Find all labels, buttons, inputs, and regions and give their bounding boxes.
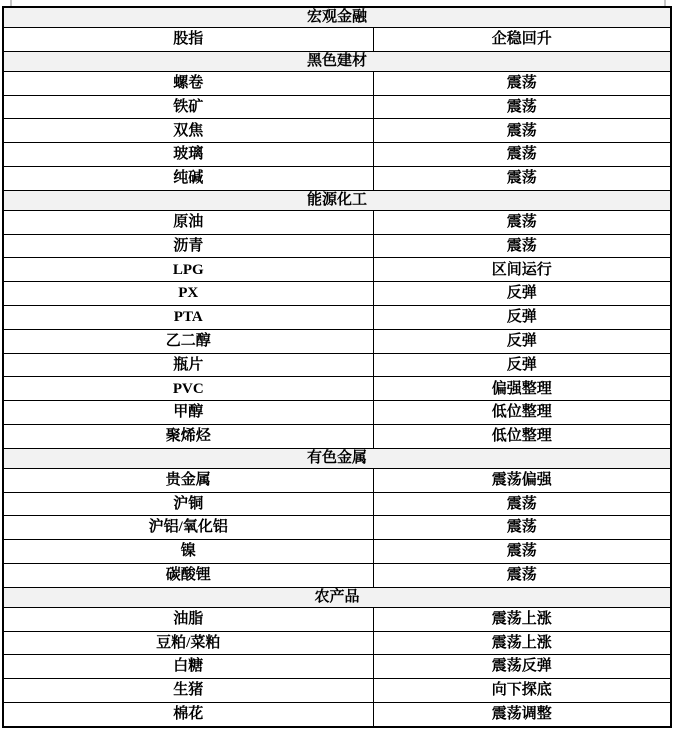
commodity-name-cell: 玻璃 — [3, 143, 373, 167]
section-header-cell: 宏观金融 — [3, 7, 671, 28]
commodity-name-cell: 纯碱 — [3, 166, 373, 190]
table-row — [3, 492, 671, 516]
commodity-name-cell: 原油 — [3, 210, 373, 234]
table-row — [3, 305, 671, 329]
table-row — [3, 540, 671, 564]
table-row — [3, 329, 671, 353]
outlook-cell: 震荡 — [373, 119, 671, 143]
market-outlook-table-body — [3, 7, 671, 727]
outlook-cell: 震荡 — [373, 516, 671, 540]
outlook-cell: 震荡 — [373, 143, 671, 167]
commodity-name-cell: 沪铜 — [3, 492, 373, 516]
table-row — [3, 702, 671, 726]
commodity-name-cell: 棉花 — [3, 702, 373, 726]
section-header-cell: 有色金属 — [3, 448, 671, 468]
section-header-row — [3, 7, 671, 28]
commodity-name-cell: LPG — [3, 258, 373, 282]
table-row — [3, 28, 671, 52]
commodity-name-cell: 甲醇 — [3, 401, 373, 425]
commodity-name-cell: 股指 — [3, 28, 373, 52]
section-header-cell: 能源化工 — [3, 190, 671, 210]
outlook-cell: 震荡 — [373, 234, 671, 258]
outlook-cell: 反弹 — [373, 329, 671, 353]
outlook-cell: 震荡 — [373, 210, 671, 234]
commodity-name-cell: 油脂 — [3, 607, 373, 631]
table-row — [3, 166, 671, 190]
section-header-cell: 农产品 — [3, 587, 671, 607]
commodity-name-cell: 沥青 — [3, 234, 373, 258]
outlook-cell: 反弹 — [373, 282, 671, 306]
outlook-cell: 震荡反弹 — [373, 655, 671, 679]
outlook-cell: 震荡上涨 — [373, 631, 671, 655]
outlook-cell: 震荡上涨 — [373, 607, 671, 631]
outlook-cell: 震荡 — [373, 492, 671, 516]
table-row — [3, 607, 671, 631]
table-row — [3, 258, 671, 282]
table-row — [3, 282, 671, 306]
outlook-cell: 低位整理 — [373, 424, 671, 448]
section-header-row — [3, 190, 671, 210]
market-outlook-table — [2, 6, 672, 728]
table-row — [3, 401, 671, 425]
outlook-cell: 震荡调整 — [373, 702, 671, 726]
commodity-name-cell: 生猪 — [3, 679, 373, 703]
table-row — [3, 516, 671, 540]
table-row — [3, 353, 671, 377]
section-header-row — [3, 587, 671, 607]
table-row — [3, 95, 671, 119]
commodity-name-cell: 镍 — [3, 540, 373, 564]
commodity-name-cell: PTA — [3, 305, 373, 329]
table-row — [3, 563, 671, 587]
outlook-cell: 反弹 — [373, 353, 671, 377]
commodity-name-cell: 铁矿 — [3, 95, 373, 119]
outlook-cell: 偏强整理 — [373, 377, 671, 401]
commodity-name-cell: PX — [3, 282, 373, 306]
outlook-cell: 震荡 — [373, 563, 671, 587]
table-row — [3, 119, 671, 143]
table-row — [3, 424, 671, 448]
outlook-cell: 反弹 — [373, 305, 671, 329]
table-row — [3, 679, 671, 703]
outlook-cell: 企稳回升 — [373, 28, 671, 52]
commodity-name-cell: 贵金属 — [3, 468, 373, 492]
outlook-cell: 震荡偏强 — [373, 468, 671, 492]
commodity-name-cell: 豆粕/菜粕 — [3, 631, 373, 655]
table-row — [3, 468, 671, 492]
commodity-name-cell: 聚烯烃 — [3, 424, 373, 448]
commodity-name-cell: 碳酸锂 — [3, 563, 373, 587]
table-row — [3, 631, 671, 655]
market-outlook-table-container — [2, 6, 672, 728]
table-row — [3, 377, 671, 401]
outlook-cell: 震荡 — [373, 166, 671, 190]
outlook-cell: 低位整理 — [373, 401, 671, 425]
outlook-cell: 震荡 — [373, 540, 671, 564]
commodity-name-cell: 双焦 — [3, 119, 373, 143]
commodity-name-cell: 螺卷 — [3, 71, 373, 95]
outlook-cell: 震荡 — [373, 71, 671, 95]
table-row — [3, 655, 671, 679]
section-header-row — [3, 51, 671, 71]
commodity-name-cell: 瓶片 — [3, 353, 373, 377]
commodity-name-cell: 乙二醇 — [3, 329, 373, 353]
outlook-cell: 震荡 — [373, 95, 671, 119]
commodity-name-cell: 沪铝/氧化铝 — [3, 516, 373, 540]
table-row — [3, 71, 671, 95]
commodity-name-cell: 白糖 — [3, 655, 373, 679]
outlook-cell: 区间运行 — [373, 258, 671, 282]
section-header-cell: 黑色建材 — [3, 51, 671, 71]
table-row — [3, 234, 671, 258]
outlook-cell: 向下探底 — [373, 679, 671, 703]
table-row — [3, 210, 671, 234]
table-row — [3, 143, 671, 167]
section-header-row — [3, 448, 671, 468]
commodity-name-cell: PVC — [3, 377, 373, 401]
